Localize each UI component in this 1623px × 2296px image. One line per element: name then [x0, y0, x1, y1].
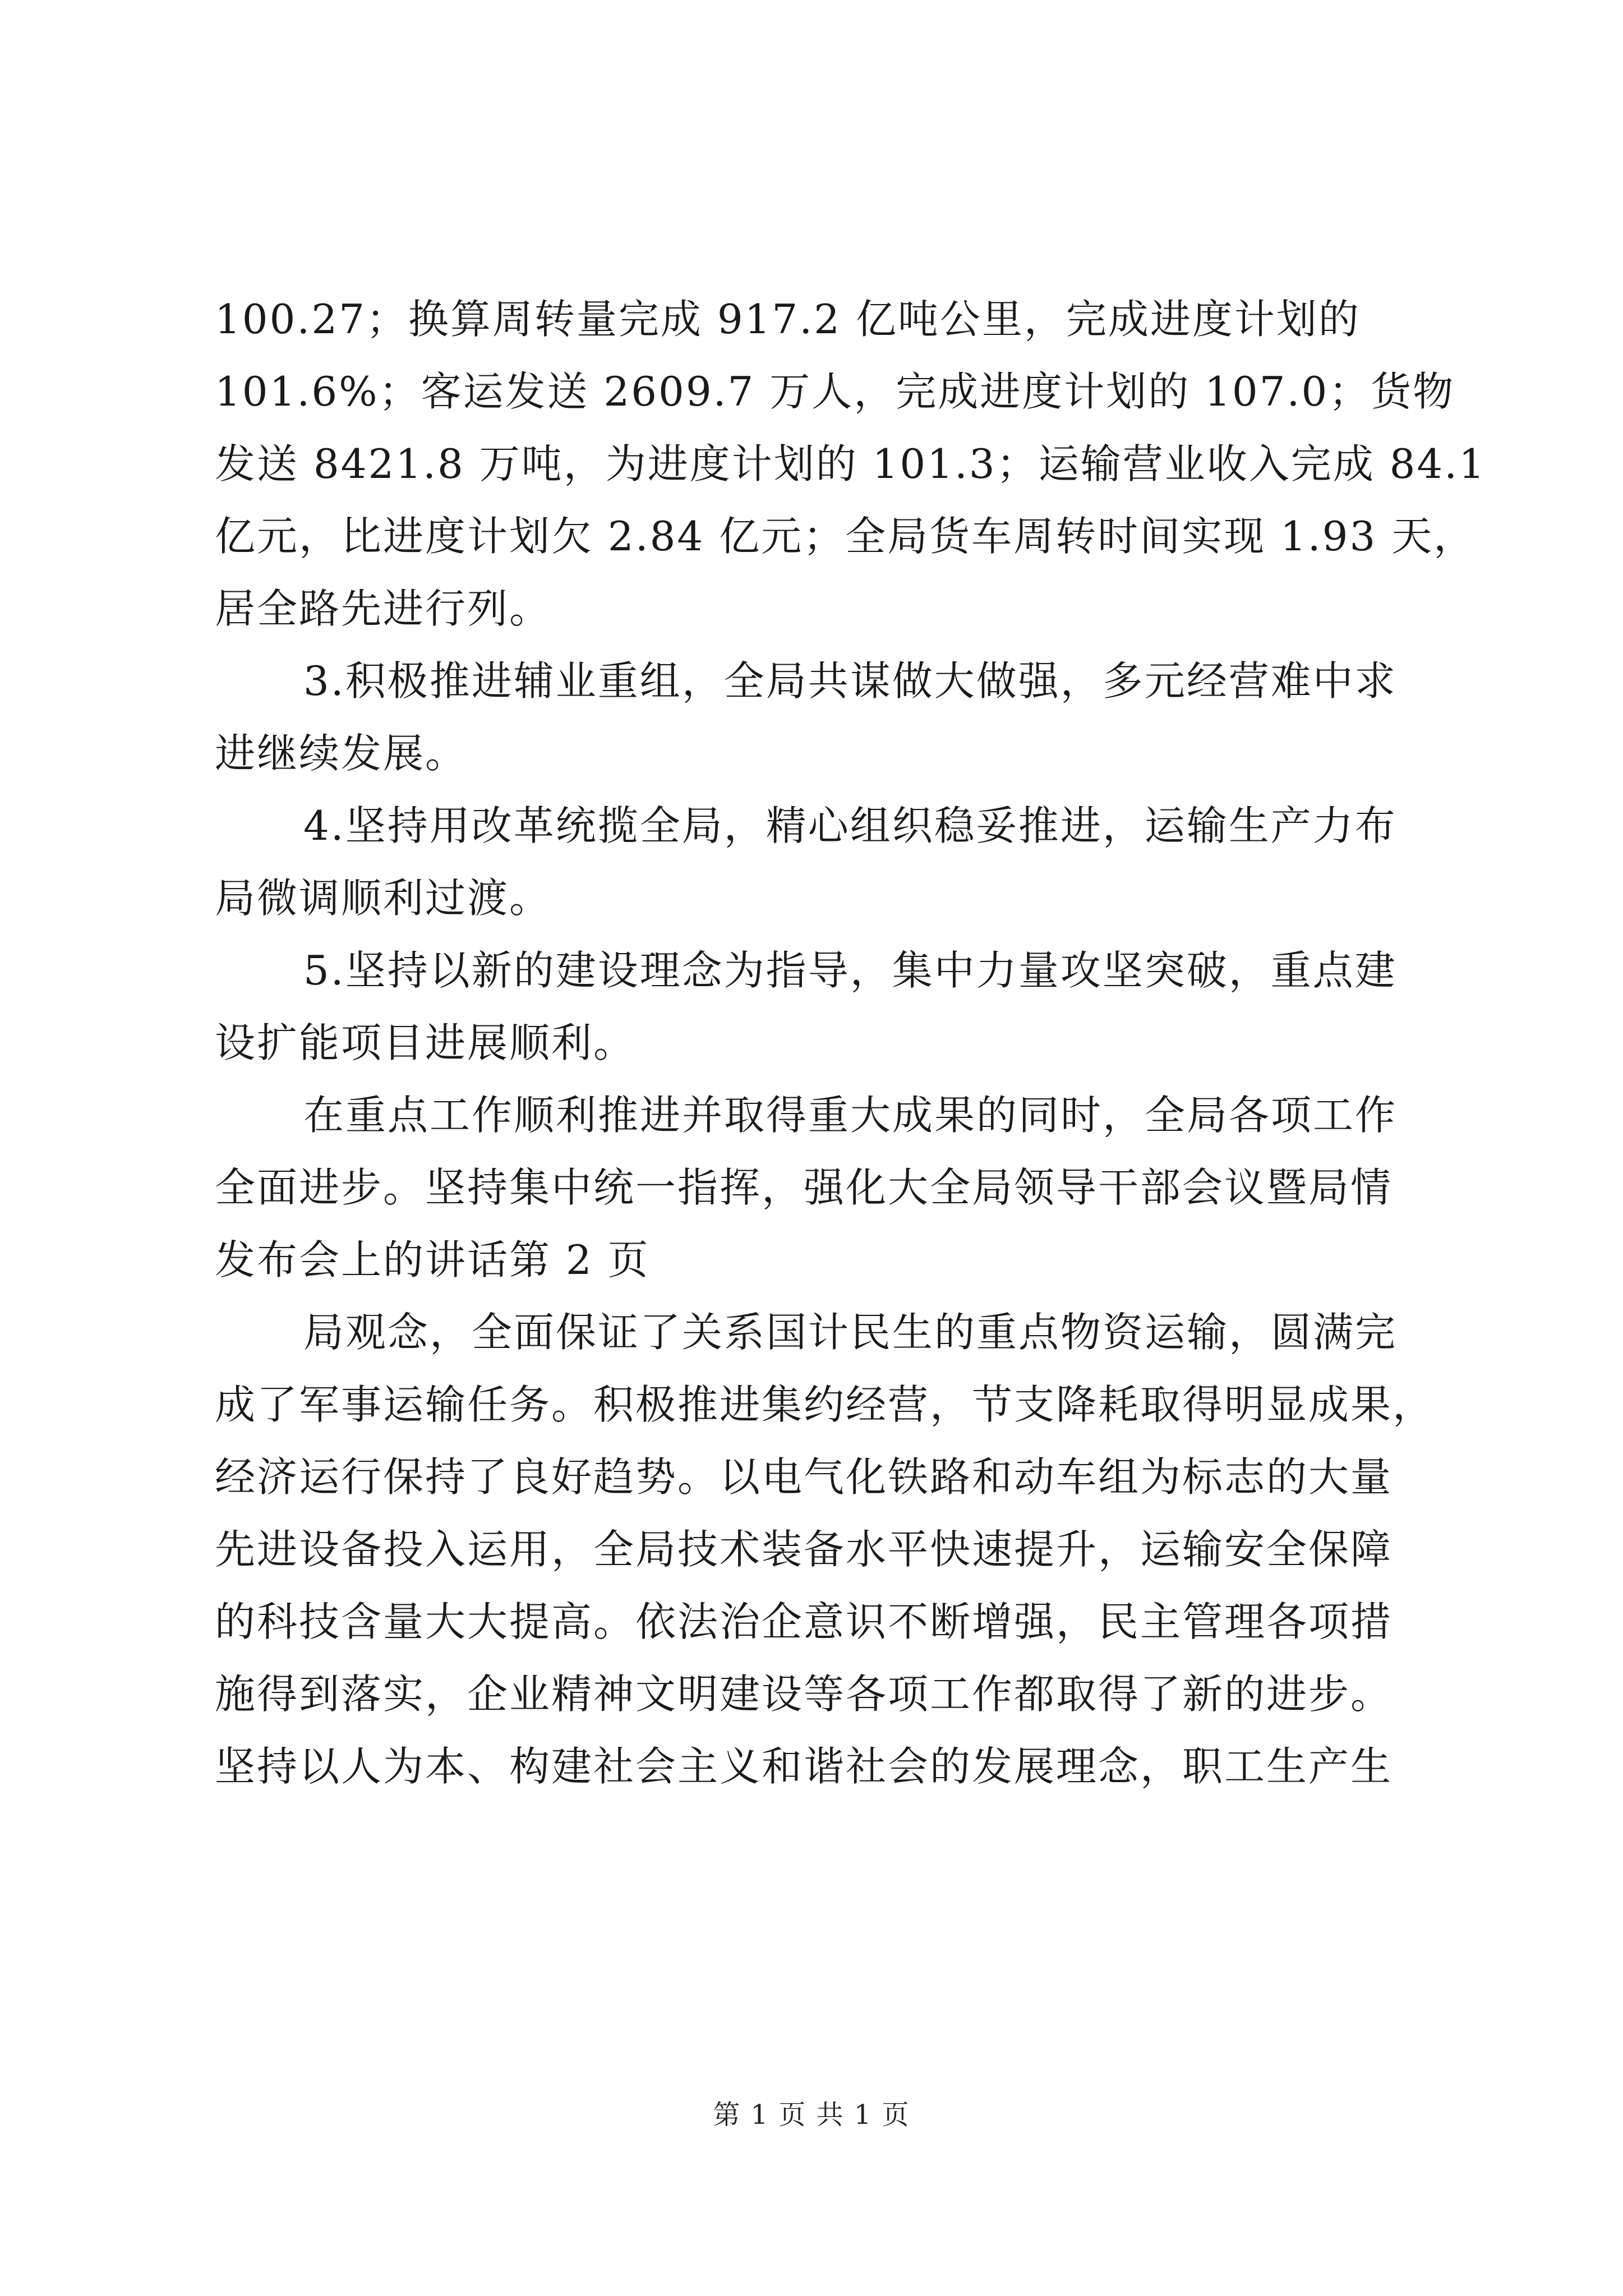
text-line-14: 发布会上的讲话第 2 页: [215, 1236, 650, 1283]
text-line-7: 进继续发展。: [215, 730, 468, 777]
text-line-21: 坚持以人为本、构建社会主义和谐社会的发展理念，职工生产生: [215, 1743, 1393, 1790]
text-line-10: 5.坚持以新的建设理念为指导，集中力量攻坚突破，重点建: [303, 947, 1397, 994]
text-line-16: 成了军事运输任务。积极推进集约经营，节支降耗取得明显成果，: [215, 1381, 1435, 1428]
text-line-2: 101.6%；客运发送 2609.7 万人，完成进度计划的 107.0；货物: [215, 368, 1455, 415]
text-line-12: 在重点工作顺利推进并取得重大成果的同时，全局各项工作: [303, 1092, 1398, 1139]
text-line-15: 局观念，全面保证了关系国计民生的重点物资运输，圆满完: [303, 1309, 1398, 1356]
text-line-13: 全面进步。坚持集中统一指挥，强化大全局领导干部会议暨局情: [215, 1164, 1393, 1211]
text-line-8: 4.坚持用改革统揽全局，精心组织稳妥推进，运输生产力布: [303, 802, 1397, 849]
text-line-1: 100.27；换算周转量完成 917.2 亿吨公里，完成进度计划的: [215, 296, 1361, 343]
text-line-4: 亿元，比进度计划欠 2.84 亿元；全局货车周转时间实现 1.93 天，: [215, 513, 1476, 560]
text-line-6: 3.积极推进辅业重组，全局共谋做大做强，多元经营难中求: [303, 657, 1397, 705]
text-line-11: 设扩能项目进展顺利。: [215, 1019, 636, 1066]
text-line-5: 居全路先进行列。: [215, 585, 552, 632]
text-line-3: 发送 8421.8 万吨，为进度计划的 101.3；运输营业收入完成 84.1: [215, 440, 1486, 487]
document-body: [215, 283, 1486, 1803]
text-line-17: 经济运行保持了良好趋势。以电气化铁路和动车组为标志的大量: [215, 1453, 1393, 1501]
text-line-18: 先进设备投入运用，全局技术装备水平快速提升，运输安全保障: [215, 1526, 1393, 1573]
text-line-20: 施得到落实，企业精神文明建设等各项工作都取得了新的进步。: [215, 1671, 1393, 1718]
text-line-9: 局微调顺利过渡。: [215, 875, 552, 922]
page-footer: 第 1 页 共 1 页: [713, 2099, 910, 2131]
text-line-19: 的科技含量大大提高。依法治企意识不断增强，民主管理各项措: [215, 1598, 1393, 1645]
